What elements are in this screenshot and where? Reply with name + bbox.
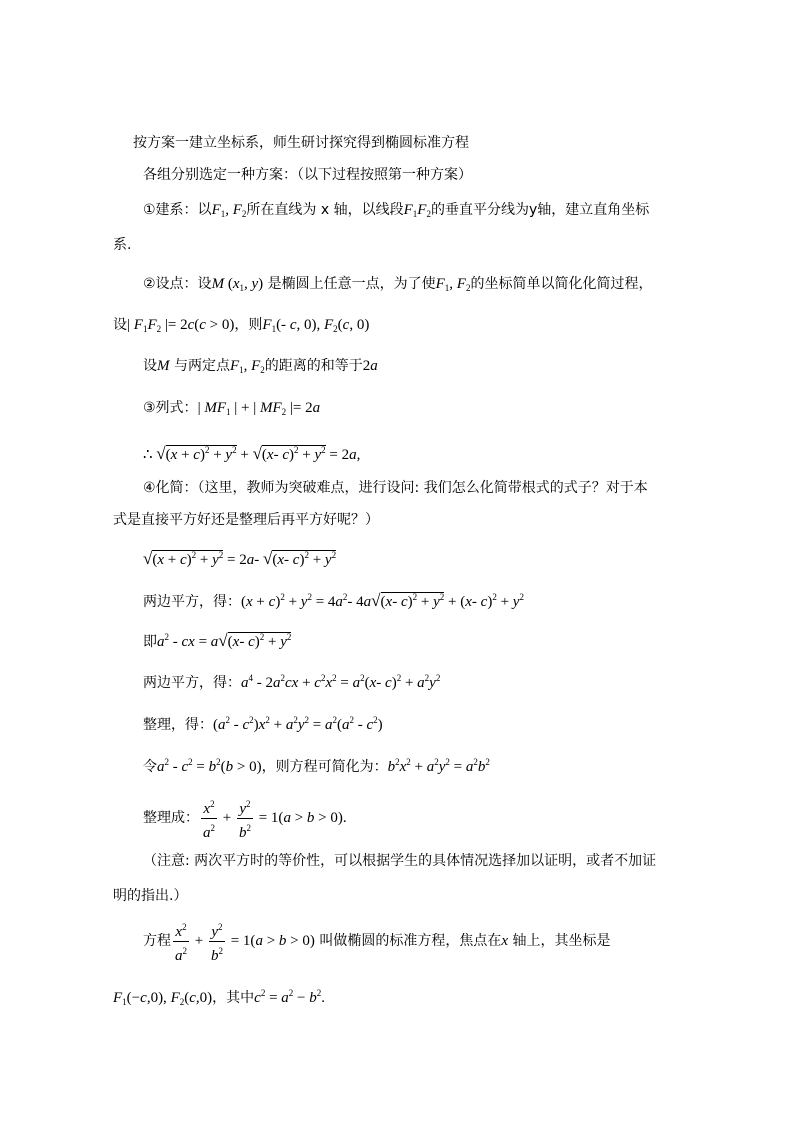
text: 两边平方，得： bbox=[143, 675, 241, 691]
text: 方程 bbox=[143, 932, 171, 949]
math: $a^2 - c^2 = b^2(b > 0)$ bbox=[157, 757, 262, 775]
text: 所在直线为 bbox=[246, 202, 317, 218]
math: $c^2 = a^2 - b^2$. bbox=[254, 988, 326, 1006]
text: 设 bbox=[143, 358, 157, 374]
text: 整理，得： bbox=[143, 717, 213, 733]
math-line-15 bbox=[143, 668, 440, 693]
math-line-17 bbox=[143, 752, 490, 777]
text: 轴，建立直角坐标 bbox=[537, 202, 650, 218]
math-focal-distance: | $F_1F_2$ |= 2c(c > 0) bbox=[127, 317, 235, 334]
math-foci: $F_1(-$ c, 0), $F_2(c$, 0) bbox=[262, 317, 370, 334]
math-2a: 2a bbox=[362, 358, 378, 374]
text: ①建系：以 bbox=[143, 202, 212, 218]
text: 两边平方，得： bbox=[143, 594, 241, 610]
text: 的坐标简单以简化化简过程， bbox=[470, 276, 653, 292]
text: 是椭圆上任意一点，为了使 bbox=[267, 276, 436, 292]
step-1-line bbox=[143, 200, 649, 224]
math: $F_1(-c,0)$, $F_2(c,0)$ bbox=[113, 990, 213, 1007]
math: $b^2x^2 + a^2y^2 = a^2b^2$ bbox=[387, 757, 490, 775]
paragraph-7 bbox=[143, 356, 378, 380]
math-paren: ( bbox=[224, 276, 233, 292]
paragraph-2: 各组分别选定一种方案：（以下过程按照第一种方案） bbox=[143, 167, 472, 183]
math: x bbox=[501, 932, 508, 949]
math: $√(x + c)^2 + y^2 = 2a-$ √(x- $c)^2 + y^2$ bbox=[143, 549, 337, 568]
math-F1F2: $F_1$, $F_2$ bbox=[211, 202, 247, 219]
text: 叫做椭圆的标准方程，焦点在 bbox=[319, 932, 502, 949]
math: ∴ $√(x + c)^2 + y^2 + √(x-$ $c)^2 + y^2 = 2a$, bbox=[143, 444, 361, 463]
text: 即 bbox=[143, 634, 157, 650]
text: x bbox=[320, 202, 330, 218]
math: $\frac{x^2}{a^2}$ + $\frac{y^2}{b^2}$ = 1(a > b > 0). bbox=[199, 810, 347, 826]
math-F1F2: $F_1$, $F_2$ bbox=[435, 276, 471, 293]
math-line-16 bbox=[143, 710, 383, 735]
math-segment: $F_1F_2$ bbox=[403, 202, 431, 219]
math-M: M bbox=[157, 358, 170, 374]
text: ②设点：设 bbox=[143, 276, 212, 292]
math-F1F2: $F_1$, $F_2$ bbox=[229, 358, 265, 375]
paragraph-20: 明的指出.） bbox=[113, 888, 188, 904]
math: $\frac{x^2}{a^2}$ + $\frac{y^2}{b^2}$ = 1(a > b > 0) bbox=[171, 933, 315, 949]
math: $a^4 - 2a^2cx + c^2x^2 = a^2(x-$ $c)^2 + a^2y^2$ bbox=[241, 673, 441, 691]
text: ，其中 bbox=[212, 990, 255, 1006]
step-2-line-b bbox=[113, 315, 369, 339]
paragraph-19: （注意: 两次平方时的等价性，可以根据学生的具体情况选择加以证明，或者不加证 bbox=[143, 853, 657, 869]
paragraph-4: 系. bbox=[113, 237, 132, 253]
math-line-21 bbox=[143, 918, 610, 965]
math-M: M bbox=[211, 276, 225, 292]
math-x1y: $x_1$, y bbox=[232, 276, 259, 293]
paragraph-11: 式是直接平方好还是整理后再平方好呢？） bbox=[113, 512, 379, 528]
text: ，则 bbox=[234, 317, 263, 333]
paragraph-1: 按方案一建立坐标系，师生研讨探究得到椭圆标准方程 bbox=[133, 135, 469, 151]
text: 设 bbox=[113, 317, 127, 333]
math: $a^2$ - cx = a√(x- $c)^2 + y^2$ bbox=[157, 631, 292, 650]
math-line-14 bbox=[143, 627, 291, 652]
step-2-line bbox=[143, 274, 652, 298]
text: y bbox=[528, 202, 538, 218]
math-line-22 bbox=[113, 983, 325, 1012]
text: ，则方程可简化为： bbox=[261, 759, 388, 775]
math-paren: ) bbox=[258, 276, 264, 292]
text: 与两定点 bbox=[173, 358, 230, 374]
text: 轴，以线段 bbox=[333, 202, 404, 218]
step-3-line bbox=[143, 398, 320, 422]
math-line-18 bbox=[143, 795, 347, 842]
math: $(a^2 - c^2)x^2 + a^2y^2 = a^2(a^2 - c^2)$ bbox=[213, 715, 383, 733]
paragraph-10: ④化简：（这里，教师为突破难点，进行设问: 我们怎么化简带根式的式子？对于本 bbox=[143, 480, 648, 496]
text: 的垂直平分线为 bbox=[430, 202, 529, 218]
text: ③列式： bbox=[143, 400, 198, 416]
math-line-13 bbox=[143, 587, 524, 612]
text: 轴上，其坐标是 bbox=[512, 932, 611, 949]
math-equation-1 bbox=[143, 440, 360, 465]
text: 整理成： bbox=[143, 809, 199, 826]
math-sum-distances: | $MF_1$ | + | $MF_2$ |= 2a bbox=[197, 400, 321, 417]
text: 的距离的和等于 bbox=[264, 358, 363, 374]
text: 令 bbox=[143, 759, 157, 775]
math-equation-2 bbox=[143, 545, 336, 570]
math: $(x + c)^2 + y^2 = 4a^2-$ 4a√(x- $c)^2 + y^2 + (x-$ $c)^2 + y^2$ bbox=[241, 591, 524, 610]
